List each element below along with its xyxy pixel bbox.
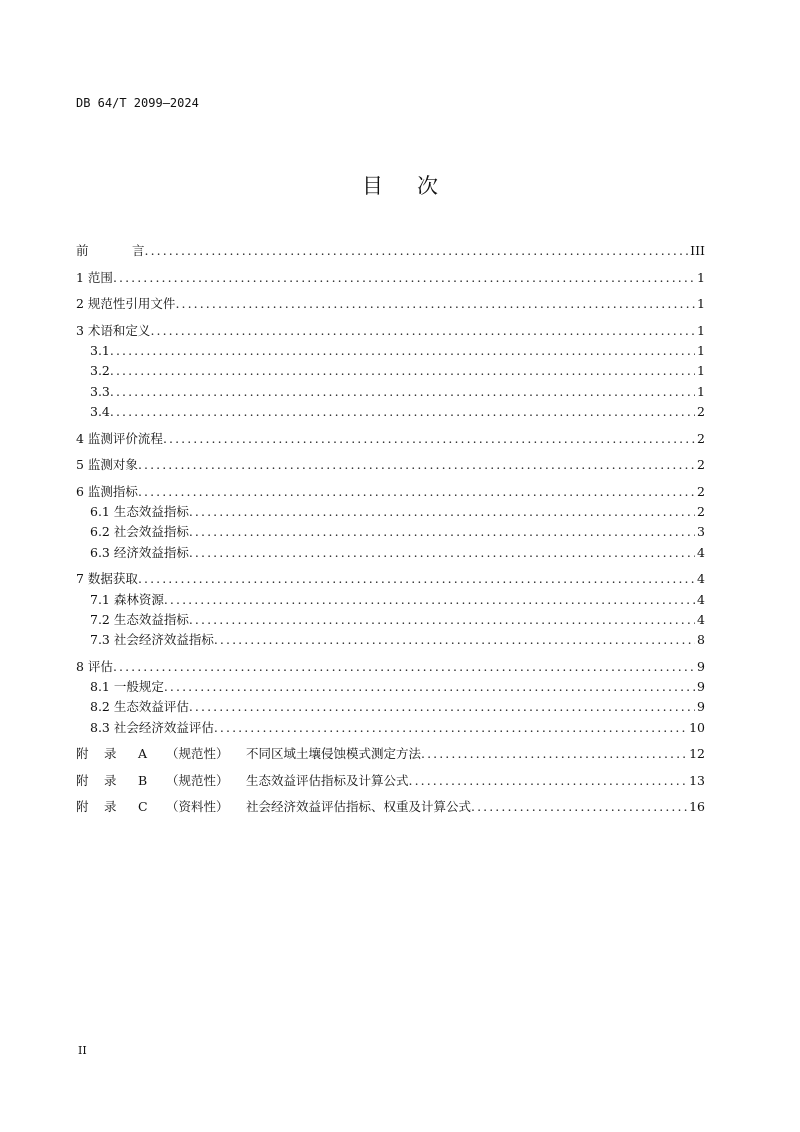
toc-entry-label bbox=[76, 744, 421, 764]
toc-entry-label: 6.2 社会效益指标 bbox=[90, 524, 189, 540]
toc-entry-part: 不同区域土壤侵蚀模式测定方法 bbox=[246, 746, 422, 762]
dot-leader bbox=[113, 657, 695, 677]
toc-entry[interactable] bbox=[76, 482, 705, 502]
dot-leader bbox=[189, 697, 695, 717]
toc-entry-page: 2 bbox=[697, 504, 705, 520]
toc-entry[interactable] bbox=[76, 543, 705, 563]
toc-entry-part: 附 bbox=[76, 772, 89, 788]
toc-entry-label: 8.1 一般规定 bbox=[90, 679, 164, 695]
toc-entry-page: 9 bbox=[697, 658, 705, 674]
toc-entry-page: 2 bbox=[697, 483, 705, 499]
toc-entry[interactable] bbox=[76, 294, 705, 314]
toc-entry-label bbox=[76, 771, 409, 791]
toc-entry-part: A bbox=[138, 746, 148, 762]
dot-leader bbox=[138, 455, 695, 475]
toc-entry[interactable] bbox=[76, 771, 705, 791]
toc-entry-part: （规范性） bbox=[166, 746, 229, 762]
toc-entry[interactable] bbox=[76, 718, 705, 738]
toc-entry-part: （资料性） bbox=[166, 799, 229, 815]
toc-entry-part: 附 bbox=[76, 746, 89, 762]
toc-entry-page: 4 bbox=[697, 571, 705, 587]
dot-leader bbox=[189, 543, 695, 563]
toc-entry-page: 13 bbox=[689, 772, 705, 788]
toc-entry-label: 7.2 生态效益指标 bbox=[90, 611, 189, 627]
toc-entry[interactable] bbox=[76, 268, 705, 288]
dot-leader bbox=[189, 610, 695, 630]
toc-entry-label: 5 监测对象 bbox=[76, 457, 138, 473]
dot-leader bbox=[164, 677, 695, 697]
toc-entry[interactable] bbox=[76, 502, 705, 522]
toc-entry-page: 1 bbox=[697, 343, 705, 359]
page-number: II bbox=[78, 1044, 87, 1057]
toc-entry[interactable] bbox=[76, 402, 705, 422]
dot-leader bbox=[145, 241, 689, 261]
toc-entry-label: 7 数据获取 bbox=[76, 571, 138, 587]
toc-entry-label: 4 监测评价流程 bbox=[76, 430, 163, 446]
page-title bbox=[0, 170, 800, 200]
toc-entry-label: 3.1 bbox=[90, 343, 110, 359]
toc-entry-label: 8.3 社会经济效益评估 bbox=[90, 719, 214, 735]
toc-entry-label: 6.3 经济效益指标 bbox=[90, 544, 189, 560]
toc-entry-page: 1 bbox=[697, 269, 705, 285]
toc-entry-part: 社会经济效益评估指标、权重及计算公式 bbox=[246, 799, 472, 815]
toc-entry[interactable] bbox=[76, 361, 705, 381]
toc-entry-label: 3.2 bbox=[90, 363, 110, 379]
toc-entry[interactable] bbox=[76, 744, 705, 764]
dot-leader bbox=[164, 590, 695, 610]
toc-entry[interactable] bbox=[76, 630, 705, 650]
dot-leader bbox=[189, 502, 695, 522]
dot-leader bbox=[189, 522, 695, 542]
toc-entry[interactable] bbox=[76, 522, 705, 542]
dot-leader bbox=[110, 361, 695, 381]
toc-entry[interactable] bbox=[76, 697, 705, 717]
toc-entry-page: 4 bbox=[697, 591, 705, 607]
dot-leader bbox=[409, 771, 688, 791]
toc-entry-part: 录 bbox=[104, 746, 117, 762]
dot-leader bbox=[110, 341, 695, 361]
toc-entry[interactable] bbox=[76, 590, 705, 610]
toc-entry-page: 10 bbox=[689, 719, 705, 735]
dot-leader bbox=[214, 718, 687, 738]
toc-entry[interactable] bbox=[76, 677, 705, 697]
dot-leader bbox=[113, 268, 695, 288]
toc-entry[interactable] bbox=[76, 657, 705, 677]
toc-entry-page: 12 bbox=[689, 746, 705, 762]
toc-entry[interactable] bbox=[76, 455, 705, 475]
toc-entry-part: 言 bbox=[132, 243, 145, 258]
toc-entry-part: 录 bbox=[104, 772, 117, 788]
toc-entry-page: 1 bbox=[697, 296, 705, 312]
dot-leader bbox=[471, 797, 687, 817]
dot-leader bbox=[214, 630, 695, 650]
toc-entry-part: 生态效益评估指标及计算公式 bbox=[246, 772, 409, 788]
dot-leader bbox=[421, 744, 687, 764]
toc-entry[interactable] bbox=[76, 797, 705, 817]
toc-entry[interactable] bbox=[76, 382, 705, 402]
title-char: 次 bbox=[417, 174, 438, 198]
dot-leader bbox=[150, 321, 695, 341]
dot-leader bbox=[110, 382, 695, 402]
toc-entry-part: 录 bbox=[104, 799, 117, 815]
toc-entry-page: 3 bbox=[697, 524, 705, 540]
toc-entry-page: 2 bbox=[697, 457, 705, 473]
toc-entry-page: 9 bbox=[697, 699, 705, 715]
toc-entry-part: B bbox=[138, 772, 148, 788]
toc-entry-part: （规范性） bbox=[166, 772, 229, 788]
toc-entry-page: 4 bbox=[697, 611, 705, 627]
toc-entry-page: 16 bbox=[689, 799, 705, 815]
toc-entry[interactable] bbox=[76, 341, 705, 361]
toc-entry-label: 6.1 生态效益指标 bbox=[90, 504, 189, 520]
toc-entry-page: 1 bbox=[697, 383, 705, 399]
toc-entry-label: 3.3 bbox=[90, 383, 110, 399]
toc-entry-page: 1 bbox=[697, 322, 705, 338]
toc-entry-label: 7.3 社会经济效益指标 bbox=[90, 632, 214, 648]
table-of-contents bbox=[76, 241, 705, 818]
toc-entry-part: 前 bbox=[76, 243, 89, 258]
toc-entry-label: 3 术语和定义 bbox=[76, 322, 151, 338]
toc-entry-page: 9 bbox=[697, 679, 705, 695]
toc-entry[interactable] bbox=[76, 610, 705, 630]
toc-entry-label: 8 评估 bbox=[76, 658, 113, 674]
toc-entry-label bbox=[76, 797, 471, 817]
dot-leader bbox=[110, 402, 695, 422]
toc-entry-label: 1 范围 bbox=[76, 269, 113, 285]
document-number: DB 64/T 2099—2024 bbox=[76, 96, 199, 110]
title-char: 目 bbox=[362, 174, 383, 198]
dot-leader bbox=[138, 482, 695, 502]
toc-entry[interactable] bbox=[76, 429, 705, 449]
toc-entry-label: 7.1 森林资源 bbox=[90, 591, 164, 607]
dot-leader bbox=[163, 429, 695, 449]
toc-entry-part: C bbox=[138, 799, 148, 815]
toc-entry-part: 附 bbox=[76, 799, 89, 815]
toc-entry[interactable] bbox=[76, 241, 705, 261]
toc-entry-label: 6 监测指标 bbox=[76, 483, 138, 499]
toc-entry[interactable] bbox=[76, 321, 705, 341]
toc-entry-page: 2 bbox=[697, 430, 705, 446]
toc-entry-page: 2 bbox=[697, 403, 705, 419]
toc-entry-label: 3.4 bbox=[90, 403, 110, 419]
toc-entry-page: 4 bbox=[697, 544, 705, 560]
toc-entry-label: 2 规范性引用文件 bbox=[76, 296, 176, 312]
toc-entry-label: 8.2 生态效益评估 bbox=[90, 699, 189, 715]
dot-leader bbox=[138, 569, 695, 589]
toc-entry-label bbox=[76, 241, 145, 261]
toc-entry-page: III bbox=[690, 243, 705, 258]
dot-leader bbox=[175, 294, 695, 314]
toc-entry-page: 8 bbox=[697, 632, 705, 648]
toc-entry-page: 1 bbox=[697, 363, 705, 379]
toc-entry[interactable] bbox=[76, 569, 705, 589]
